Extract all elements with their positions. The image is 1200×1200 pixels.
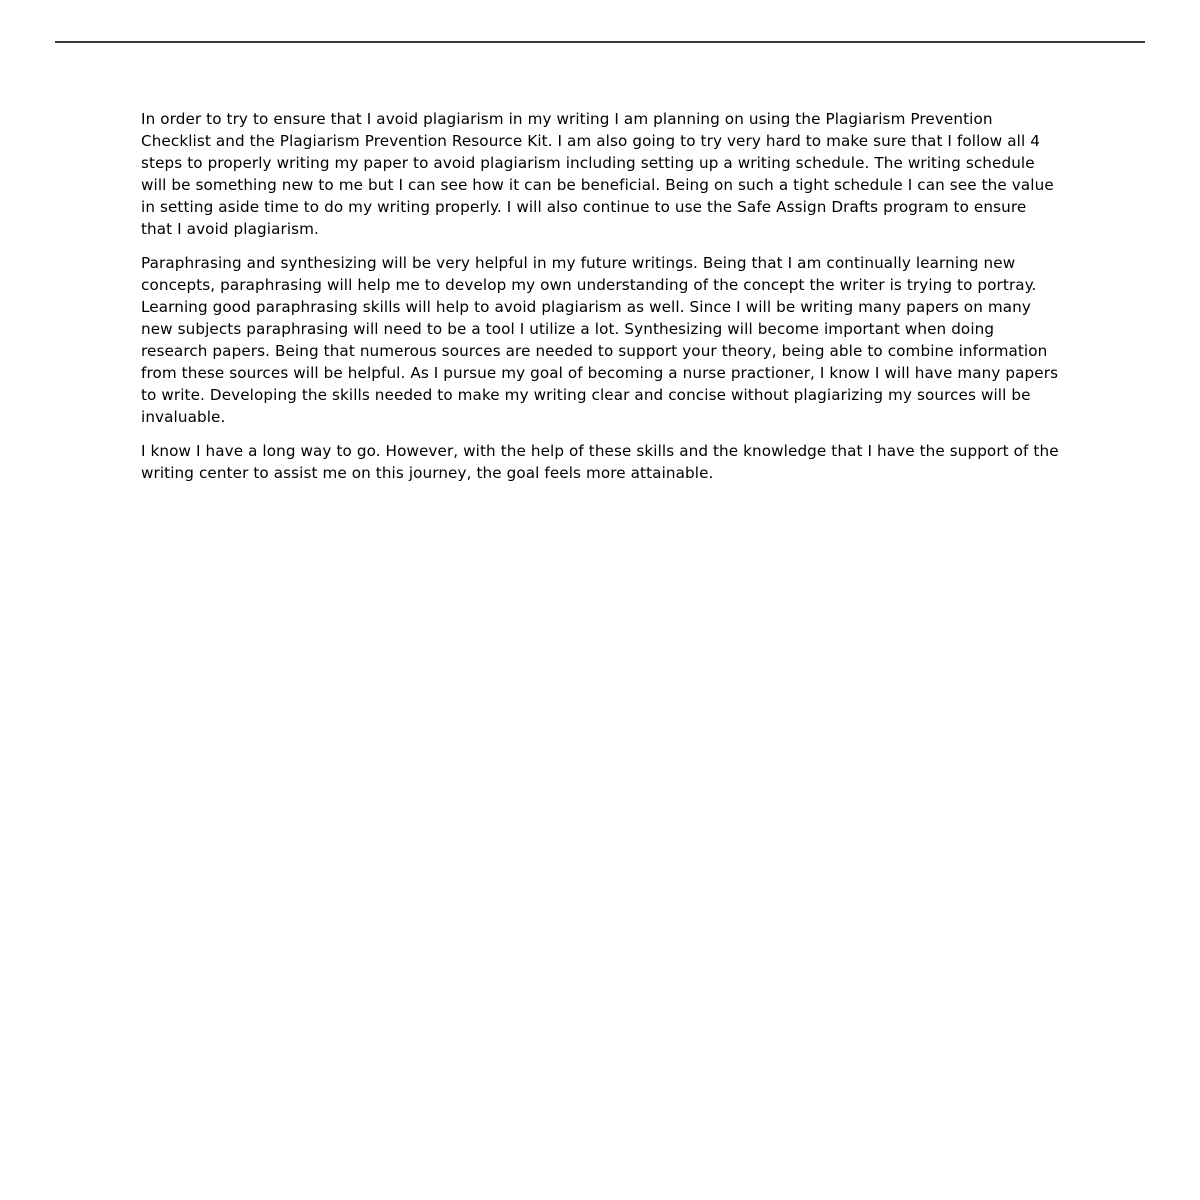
paragraph-conclusion: I know I have a long way to go. However, with the help of these skills and the knowledge that I have the support of the writing center to assist me on this journey, the goal feels more attainable.	[141, 442, 1059, 482]
paragraph-plagiarism-plan: In order to try to ensure that I avoid plagiarism in my writing I am planning on using the Plagiarism Prevention Checklist and the Plagiarism Prevention Resource Kit. I am also going to try very hard to make sure that I follow all 4 steps to properly writing my paper to avoid plagiarism including setting up a writing schedule. The writing schedule will be something new to me but I can see how it can be beneficial. Being on such a tight schedule I can see the value in setting aside time to do my writing properly. I will also continue to use the Safe Assign Drafts program to ensure that I avoid plagiarism.	[141, 110, 1054, 238]
paragraph-paraphrasing-synthesizing: Paraphrasing and synthesizing will be very helpful in my future writings. Being that I am continually learning new concepts, paraphrasing will help me to develop my own understanding of the concept the writer is trying to portray. Learning good paraphrasing skills will help to avoid plagiarism as well. Since I will be writing many papers on many new subjects paraphrasing will need to be a tool I utilize a lot. Synthesizing will become important when doing research papers. Being that numerous sources are needed to support your theory, being able to combine information from these sources will be helpful. As I pursue my goal of becoming a nurse practioner, I know I will have many papers to write. Developing the skills needed to make my writing clear and concise without plagiarizing my sources will be invaluable.	[141, 254, 1059, 426]
document-body	[141, 108, 1061, 496]
header-rule	[55, 41, 1145, 43]
